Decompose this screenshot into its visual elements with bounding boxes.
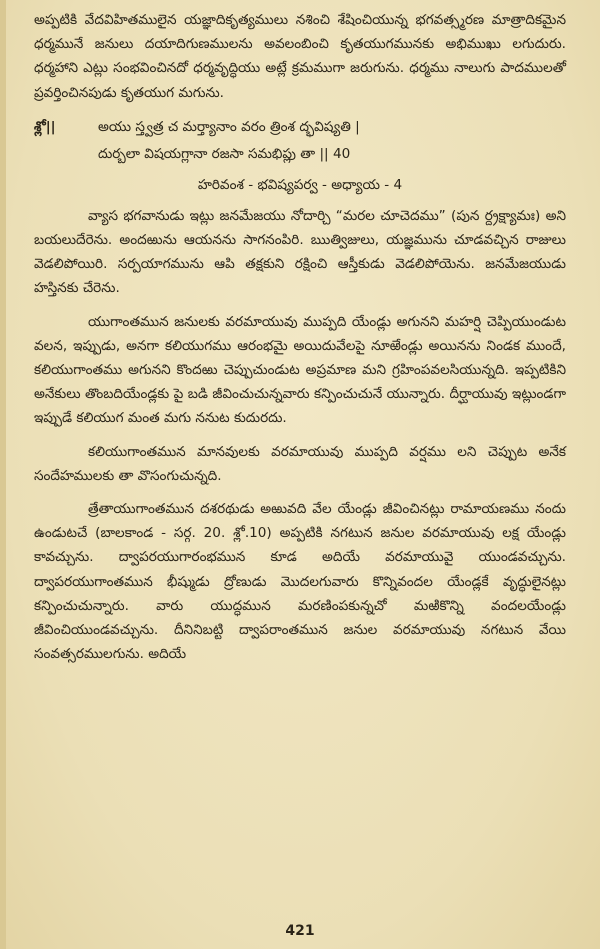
verse-line-2 (34, 141, 566, 168)
verse-mark: శ్లో|| (34, 118, 56, 135)
verse-text-1: అయు స్త్వత్ర చ మర్త్యానాం వరం త్రింశ ద్భవిష్యతి | (98, 118, 360, 135)
paragraph-4: కలియుగాంతమున మానవులకు వరమాయువు ముప్పది వర్షము లని చెప్పుట అనేక సందేహములకు తా వొసంగుచున్నది. (34, 443, 566, 484)
page-number: 421 (285, 923, 315, 939)
paragraph-2: వ్యాస భగవానుడు ఇట్లు జనమేజయు నోదార్చి “మరల చూచెదము” (పున ర్ద్రక్ష్యామః) అని బయలుదేరెను. అందఱును ఆయనను సాగనంపిరి. ఋత్విజులు, యజ్ఞమును చూడవచ్చిన రాజులు వెడలిపోయిరి. సర్పయాగమును ఆపి తక్షకుని రక్షించి ఆస్తీకుడు వెడలిపోయెను. జనమేజయుడు హస్తినకు చేరెను. (34, 207, 566, 297)
verse-block (34, 114, 566, 168)
section-reference: హరివంశ - భవిష్యపర్వ - అధ్యాయ - 4 (197, 176, 403, 193)
paragraph-3: యుగాంతమున జనులకు వరమాయువు ముప్పది యేండ్లు అగునని మహర్షి చెప్పియుండుట వలన, ఇప్పుడు, అనగా కలియుగము ఆరంభమై అయిదువేలపై నూఱేండ్లు అయినను నిండక ముందే, కలియుగాంతము అగునని కొందఱు చెప్పుచుండుట అప్రమాణ మని గ్రహింపవలసియున్నది. ఇప్పటికిని అనేకులు తొంబదియేండ్లకు పై బడి జీవించుచున్నవారు కన్పించుచునే యున్నారు. దీర్ఘాయువు ఇట్లుండగా ఇప్పుడే కలియుగ మంత మగు ననుట కుదురదు. (34, 313, 566, 427)
binding-edge (0, 0, 6, 949)
verse-line-1 (34, 114, 566, 141)
paragraph-1: అప్పటికి వేదవిహితములైన యజ్ఞాదికృత్యములు నశించి శేషించియున్న భగవత్స్మరణ మాత్రాదికమైన ధర్మమునే జనులు దయాదిగుణములను అవలంబించి కృతయుగమునకు అభిముఖు లగుదురు. ధర్మహాని ఎట్లు సంభవించినదో ధర్మవృద్ధియు అట్లే క్రమముగా జరుగును. ధర్మము నాలుగు పాదములతో ప్రవర్తించినపుడు కృతయుగ మగును. (34, 12, 566, 101)
paragraph-5: త్రేతాయుగాంతమున దశరథుడు అఱువది వేల యేండ్లు జీవించినట్లు రామాయణము నందు ఉండుటచే (బాలకాండ - సర్గ. 20. శ్లో.10) అప్పటికి నగటున జనుల వరమాయువు లక్ష యేండ్లు కావచ్చును. ద్వాపరయుగారంభమున కూడ అదియే వరమాయువై యుండవచ్చును. ద్వాపరయుగాంతమున భీష్ముడు ద్రోణుడు మొదలగువారు కొన్నివందల యేండ్లకే వృద్ధులైనట్లు కన్పించుచున్నారు. వారు యుద్ధమున మరణింపకున్నచో మఱికొన్ని వందలయేండ్లు జీవించియుండవచ్చును. దీనినిబట్టి ద్వాపరాంతమున జనుల వరమాయువు నగటున వేయి సంవత్సరములగును. అదియే (34, 501, 567, 663)
verse-text-2: దుర్బలా విషయగ్లానా రజసా సమభిప్లు తా || 40 (98, 145, 351, 162)
